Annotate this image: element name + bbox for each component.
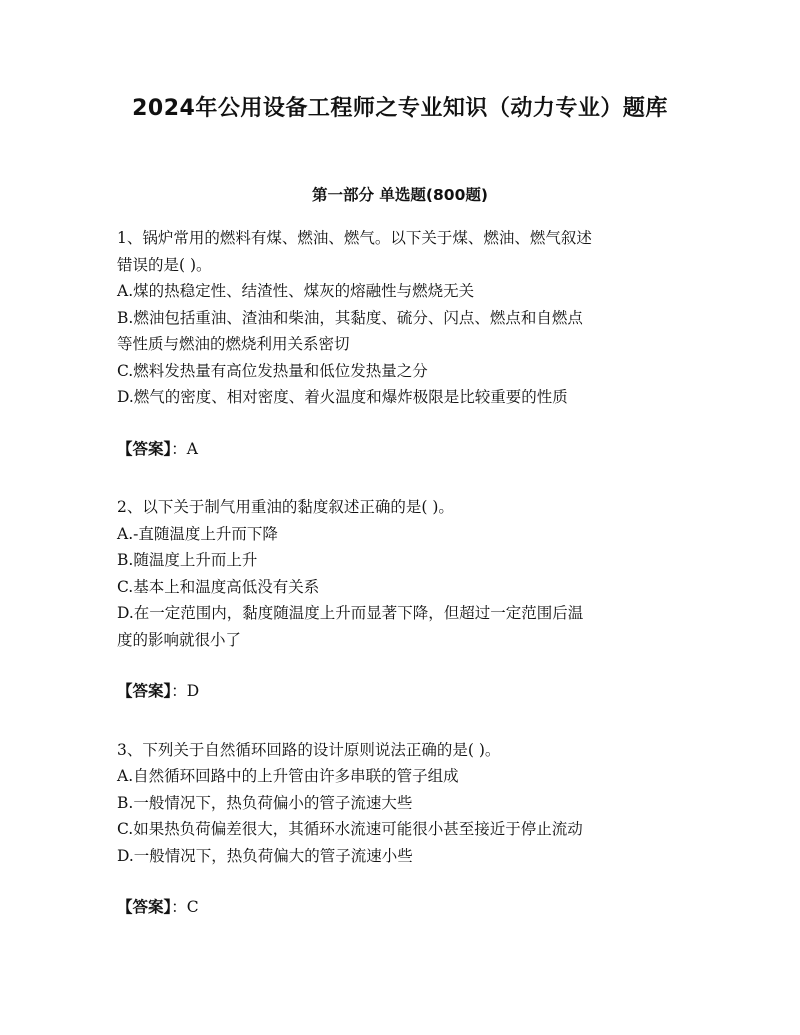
answer-label: 【答案】 <box>117 439 172 458</box>
answer-value: D <box>186 682 200 700</box>
answer-separator: ： <box>171 682 187 700</box>
answer-value: A <box>186 439 198 458</box>
option-d: D.在一定范围内，黏度随温度上升而显著下降，但超过一定范围后温 <box>117 604 584 622</box>
option-c: C.基本上和温度高低没有关系 <box>117 577 320 596</box>
option-a: A.-直随温度上升而下降 <box>117 524 278 543</box>
option-c: C.燃料发热量有高位发热量和低位发热量之分 <box>117 361 428 380</box>
answer-separator: ： <box>171 439 187 458</box>
answer-line <box>117 436 687 463</box>
answer-separator: ： <box>171 898 187 916</box>
option-b: B.一般情况下，热负荷偏小的管子流速大些 <box>117 793 413 812</box>
option-a: A.煤的热稳定性、结渣性、煤灰的熔融性与燃烧无关 <box>117 282 475 300</box>
option-b: 等性质与燃油的燃烧利用关系密切 <box>117 335 350 353</box>
document-title: 2024年公用设备工程师之专业知识（动力专业）题库 <box>132 96 668 121</box>
question-2 <box>117 494 687 705</box>
question-1 <box>117 225 687 462</box>
option-b: B.燃油包括重油、渣油和柴油，其黏度、硫分、闪点、燃点和自燃点 <box>117 308 583 327</box>
option-d: D.一般情况下，热负荷偏大的管子流速小些 <box>117 846 413 865</box>
question-stem: 3、下列关于自然循环回路的设计原则说法正确的是( )。 <box>117 740 501 759</box>
answer-value: C <box>186 898 199 916</box>
option-c: C.如果热负荷偏差很大，其循环水流速可能很小甚至接近于停止流动 <box>117 820 583 838</box>
answer-label: 【答案】 <box>117 898 172 916</box>
option-b: B.随温度上升而上升 <box>117 551 258 569</box>
question-stem: 错误的是( )。 <box>117 255 212 274</box>
option-d: 度的影响就很小了 <box>117 630 242 649</box>
option-a: A.自然循环回路中的上升管由许多串联的管子组成 <box>117 767 459 785</box>
section-title: 第一部分 单选题(800题) <box>312 186 488 204</box>
question-3 <box>117 737 687 921</box>
question-list <box>117 225 687 953</box>
answer-line <box>117 894 687 921</box>
option-d: D.燃气的密度、相对密度、着火温度和爆炸极限是比较重要的性质 <box>117 388 568 406</box>
answer-line <box>117 678 687 705</box>
answer-label: 【答案】 <box>117 682 172 700</box>
question-stem: 2、以下关于制气用重油的黏度叙述正确的是( )。 <box>117 498 454 516</box>
question-stem: 1、锅炉常用的燃料有煤、燃油、燃气。以下关于煤、燃油、燃气叙述 <box>117 229 592 247</box>
